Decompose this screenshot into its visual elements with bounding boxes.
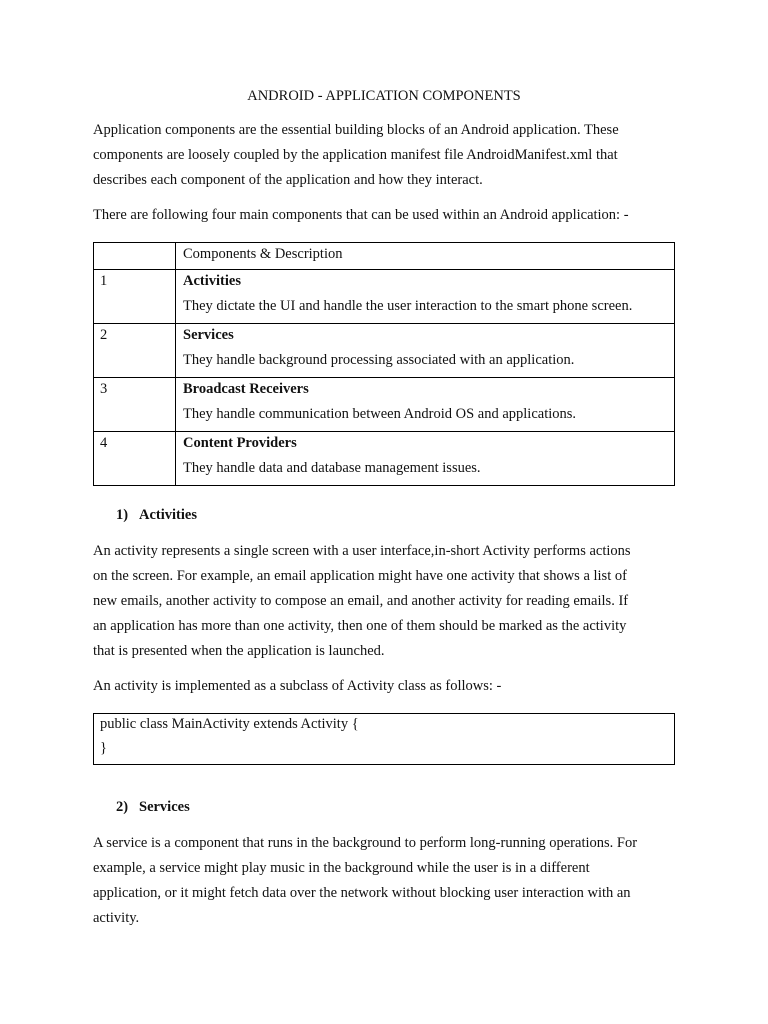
- implemented-paragraph: An activity is implemented as a subclass of Activity class as follows: -: [93, 678, 502, 694]
- intro-line: components are loosely coupled by the application manifest file AndroidManifest.xml that: [93, 147, 618, 163]
- row-description-cell: [176, 378, 675, 432]
- row-number: 4: [94, 432, 176, 486]
- table-row: [94, 378, 675, 432]
- page-title: ANDROID - APPLICATION COMPONENTS: [247, 88, 521, 104]
- code-block: [93, 713, 675, 765]
- paragraph-line: example, a service might play music in the background while the user is in a different: [93, 860, 590, 876]
- component-description: They handle data and database management issues.: [183, 460, 481, 476]
- intro-paragraph: [93, 118, 683, 193]
- row-number: 1: [94, 270, 176, 324]
- heading-text: Services: [139, 799, 190, 815]
- table-row: [94, 432, 675, 486]
- intro-line: Application components are the essential building blocks of an Android application. These: [93, 122, 619, 138]
- paragraph-line: an application has more than one activity, then one of them should be marked as the activity: [93, 618, 627, 634]
- component-description: They handle background processing associated with an application.: [183, 352, 575, 368]
- code-line: }: [100, 740, 107, 756]
- row-number: 3: [94, 378, 176, 432]
- row-description-cell: [176, 324, 675, 378]
- activities-paragraph: [93, 539, 683, 664]
- paragraph-line: activity.: [93, 910, 140, 926]
- component-name: Services: [183, 327, 234, 343]
- paragraph-line: A service is a component that runs in the background to perform long-running operations. For: [93, 835, 638, 851]
- intro-line: describes each component of the application and how they interact.: [93, 172, 483, 188]
- component-name: Content Providers: [183, 435, 297, 451]
- paragraph-line: on the screen. For example, an email application might have one activity that shows a list of: [93, 568, 627, 584]
- services-heading: [116, 799, 190, 816]
- paragraph-line: that is presented when the application is launched.: [93, 643, 385, 659]
- services-paragraph: [93, 831, 683, 931]
- table-row: [94, 324, 675, 378]
- paragraph-line: An activity represents a single screen with a user interface,in-short Activity performs actions: [93, 543, 631, 559]
- table-row: [94, 270, 675, 324]
- heading-text: Activities: [139, 507, 197, 523]
- code-line: public class MainActivity extends Activity {: [100, 716, 359, 732]
- table-header-row: [94, 243, 675, 270]
- component-name: Broadcast Receivers: [183, 381, 309, 397]
- component-description: They dictate the UI and handle the user interaction to the smart phone screen.: [183, 298, 633, 314]
- components-table: [93, 242, 675, 486]
- component-description: They handle communication between Android OS and applications.: [183, 406, 577, 422]
- row-description-cell: [176, 432, 675, 486]
- activities-heading: [116, 507, 197, 524]
- heading-number: 2): [116, 799, 129, 815]
- row-number: 2: [94, 324, 176, 378]
- paragraph-line: application, or it might fetch data over the network without blocking user interaction with an: [93, 885, 631, 901]
- component-name: Activities: [183, 273, 241, 289]
- table-header-cell: Components & Description: [176, 243, 675, 270]
- paragraph-line: new emails, another activity to compose an email, and another activity for reading emails. If: [93, 593, 629, 609]
- following-paragraph: There are following four main components that can be used within an Android application: -: [93, 207, 629, 223]
- row-description-cell: [176, 270, 675, 324]
- table-cell: [94, 243, 176, 270]
- heading-number: 1): [116, 507, 129, 523]
